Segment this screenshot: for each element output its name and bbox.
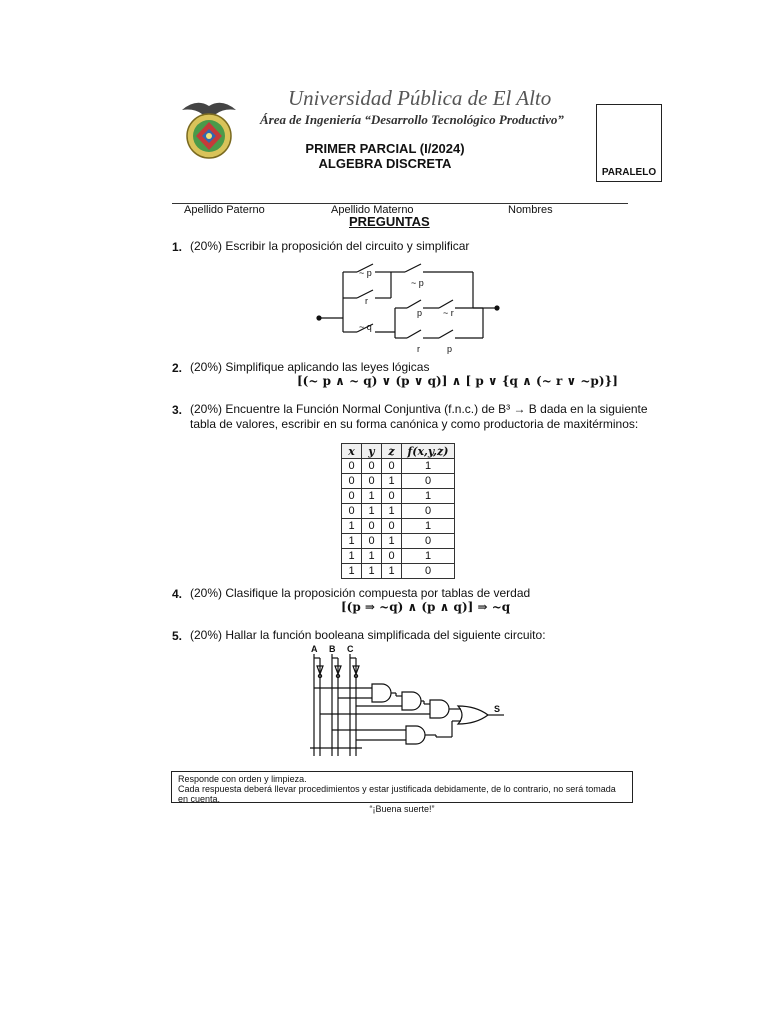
table-cell: 0	[362, 474, 382, 489]
table-cell: 0	[402, 564, 455, 579]
question-2-text: (20%) Simplifique aplicando las leyes lógicas	[190, 360, 430, 374]
switch-label: ~ r	[443, 308, 454, 318]
table-cell: 1	[402, 519, 455, 534]
table-cell: 1	[382, 534, 402, 549]
instructions-box	[171, 771, 633, 814]
table-cell: 1	[402, 549, 455, 564]
table-row	[342, 549, 455, 564]
table-cell: 1	[342, 564, 362, 579]
table-cell: 0	[402, 534, 455, 549]
instructions-line-2: Cada respuesta deberá llevar procedimientos y estar justificada debidamente, de lo contrario, no será tomada en cuenta.	[178, 784, 616, 804]
table-cell: 0	[342, 459, 362, 474]
table-cell: 1	[362, 489, 382, 504]
exam-title	[290, 141, 480, 171]
table-row	[342, 519, 455, 534]
table-row	[342, 489, 455, 504]
table-header: z	[382, 444, 402, 459]
table-header: x	[342, 444, 362, 459]
switch-label: r	[417, 344, 420, 354]
exam-subject: ALGEBRA DISCRETA	[318, 156, 452, 171]
table-cell: 0	[402, 504, 455, 519]
question-1-text: (20%) Escribir la proposición del circuito y simplificar	[190, 239, 470, 253]
exam-name: PRIMER PARCIAL (I/2024)	[305, 141, 465, 156]
university-logo	[178, 96, 240, 162]
table-header: y	[362, 444, 382, 459]
truth-table	[341, 443, 455, 579]
table-cell: 1	[402, 459, 455, 474]
switch-label: p	[447, 344, 453, 354]
table-cell: 1	[362, 504, 382, 519]
question-3-text-cont: tabla de valores, escribir en su forma canónica y como productoria de maxitérminos:	[190, 417, 639, 431]
field-nombres: Nombres	[508, 204, 553, 216]
table-cell: 0	[382, 519, 402, 534]
input-label-c: C	[347, 644, 354, 654]
switch-label: ~ p	[411, 278, 424, 288]
switch-label: ~ q	[359, 322, 372, 332]
paralelo-box	[596, 104, 662, 182]
table-cell: 1	[382, 504, 402, 519]
question-4-text: (20%) Clasifique la proposición compuesta por tablas de verdad	[190, 586, 531, 600]
question-1-number: 1.	[172, 240, 183, 254]
table-cell: 0	[402, 474, 455, 489]
table-header: f(x,y,z)	[402, 444, 455, 459]
question-3-text: (20%) Encuentre la Función Normal Conjuntiva (f.n.c.) de B³ → B dada en la siguiente	[190, 402, 648, 416]
question-3-number: 3.	[172, 403, 183, 417]
question-5-text: (20%) Hallar la función booleana simplificada del siguiente circuito:	[190, 628, 546, 642]
table-cell: 0	[382, 549, 402, 564]
engineering-area: Área de Ingeniería “Desarrollo Tecnológico Productivo”	[260, 112, 564, 127]
switch-label: ~ p	[359, 268, 372, 278]
table-cell: 0	[362, 519, 382, 534]
table-cell: 1	[402, 489, 455, 504]
output-label-s: S	[494, 704, 501, 714]
table-cell: 0	[342, 489, 362, 504]
field-apellido-paterno: Apellido Paterno	[184, 204, 265, 216]
table-cell: 0	[342, 504, 362, 519]
question-4-number: 4.	[172, 587, 183, 601]
table-cell: 0	[382, 459, 402, 474]
table-cell: 1	[362, 564, 382, 579]
table-row	[342, 474, 455, 489]
switch-label: p	[417, 308, 423, 318]
table-cell: 0	[342, 474, 362, 489]
table-cell: 1	[342, 519, 362, 534]
switch-circuit-diagram	[315, 256, 507, 358]
logic-gate-circuit-diagram	[306, 644, 516, 762]
table-cell: 1	[382, 474, 402, 489]
paralelo-label: PARALELO	[601, 167, 657, 178]
table-row	[342, 459, 455, 474]
question-2-formula: [(~ p ∧ ~ q) ∨ (p ∨ q)] ∧ [ p ∨ {q ∧ (~ r ∨ ~p)}]	[297, 374, 618, 388]
table-cell: 1	[342, 549, 362, 564]
section-title: PREGUNTAS	[349, 214, 430, 229]
table-cell: 1	[382, 564, 402, 579]
field-apellido-materno: Apellido Materno	[331, 204, 414, 216]
table-cell: 1	[362, 549, 382, 564]
question-5-number: 5.	[172, 629, 183, 643]
good-luck-text: “¡Buena suerte!”	[369, 804, 435, 814]
question-2-number: 2.	[172, 361, 183, 375]
table-row	[342, 564, 455, 579]
question-4-formula: [(p ⇒ ~q) ∧ (p ∧ q)] ⇒ ~q	[341, 600, 511, 614]
university-name: Universidad Pública de El Alto	[288, 86, 552, 110]
input-label-a: A	[311, 644, 318, 654]
table-cell: 0	[382, 489, 402, 504]
table-row	[342, 504, 455, 519]
table-cell: 0	[362, 534, 382, 549]
input-label-b: B	[329, 644, 336, 654]
instructions-line-1: Responde con orden y limpieza.	[178, 774, 307, 784]
table-cell: 0	[362, 459, 382, 474]
table-row	[342, 534, 455, 549]
table-header-row	[342, 444, 455, 459]
table-cell: 1	[342, 534, 362, 549]
switch-label: r	[365, 296, 368, 306]
